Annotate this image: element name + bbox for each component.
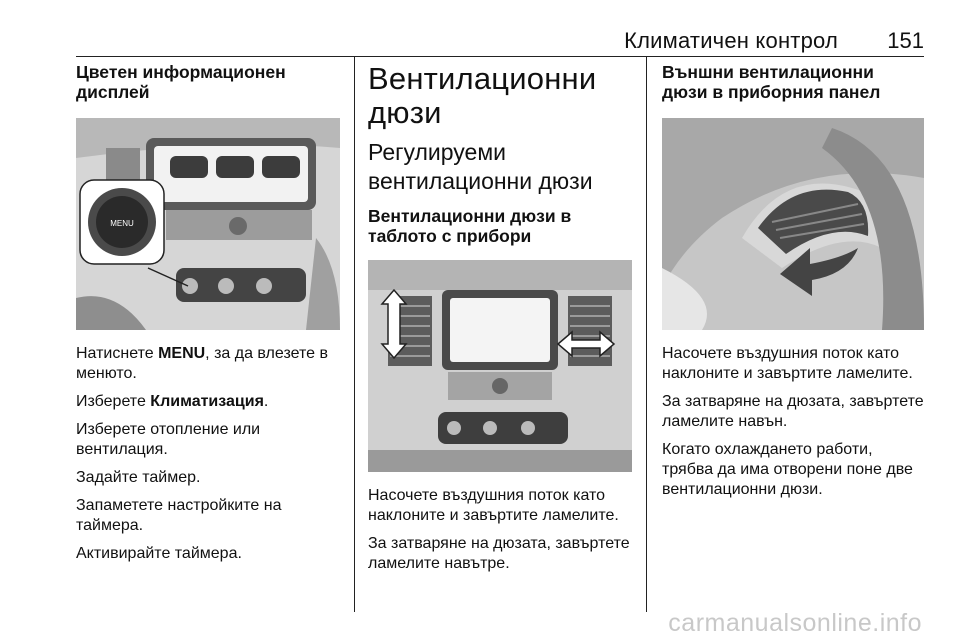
instruction-save-settings: Запаметете настройките на таймера. (76, 497, 282, 534)
menu-keyword: MENU (158, 345, 206, 362)
column-3-text (662, 344, 924, 500)
instruction-press-menu (76, 344, 340, 384)
column-1-text (76, 344, 340, 564)
section-title: Климатичен контрол (624, 28, 838, 53)
column-2-text (368, 486, 636, 574)
column-2 (368, 62, 636, 582)
watermark-text: carmanualsonline.info (668, 609, 922, 637)
instruction-close-vent-outward: За затваряне на дюзата, завъртете ламелите навън. (662, 393, 924, 430)
text-fragment: Изберете (76, 393, 151, 410)
header-rule (76, 56, 924, 57)
page-header (76, 26, 924, 54)
menu-knob-label: MENU (110, 219, 134, 228)
instruction-direct-airflow: Насочете въздушния поток като наклоните и завъртите ламелите. (662, 345, 913, 382)
text-fragment: Натиснете (76, 345, 159, 362)
column-divider-2 (646, 56, 647, 612)
outer-vents-heading: Външни вентилационни дюзи в приборния панел (662, 62, 881, 102)
ventilation-vents-heading: Вентилационни дюзи (368, 61, 597, 130)
instruction-close-vent: За затваряне на дюзата, завъртете ламелите навътре. (368, 535, 630, 572)
side-vent-figure (662, 118, 924, 330)
column-3 (662, 62, 924, 508)
dashboard-vents-heading: Вентилационни дюзи в таблото с прибори (368, 206, 572, 246)
color-display-heading: Цветен информационен дисплей (76, 62, 286, 102)
instruction-direct-airflow: Насочете въздушния поток като наклоните и завъртите ламелите. (368, 487, 619, 524)
column-divider-1 (354, 56, 355, 612)
dashboard-display-photo-icon (76, 118, 340, 330)
dashboard-display-figure (76, 118, 340, 330)
climate-keyword: Климатизация (150, 393, 264, 410)
instruction-select-climate (76, 392, 340, 412)
instruction-activate-timer: Активирайте таймера. (76, 545, 242, 562)
page-number: 151 (887, 28, 924, 53)
adjustable-vents-heading: Регулируеми вентилационни дюзи (368, 139, 593, 194)
instruction-select-heat: Изберете отопление или вентилация. (76, 421, 261, 458)
center-vents-photo-icon (368, 260, 632, 472)
column-1 (76, 62, 340, 572)
text-fragment: . (263, 393, 269, 410)
side-vent-photo-icon (662, 118, 924, 330)
center-vents-figure (368, 260, 636, 472)
cooling-note: Когато охлаждането работи, трябва да има отворени поне две вентилационни дюзи. (662, 441, 913, 498)
text-fragment: , за да влезете в менюто. (76, 345, 328, 382)
instruction-set-timer: Задайте таймер. (76, 469, 201, 486)
